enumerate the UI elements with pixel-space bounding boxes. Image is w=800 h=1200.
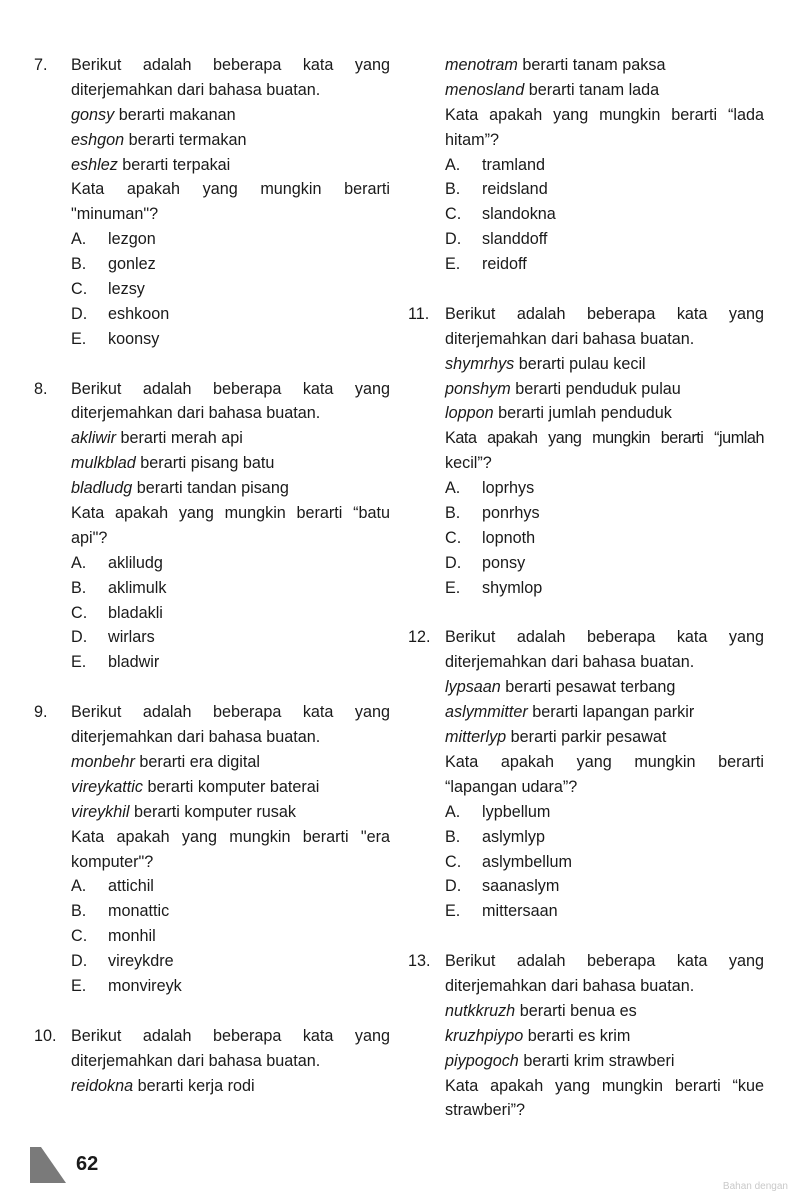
option-e[interactable]: E. reidoff [445, 255, 527, 274]
option-a[interactable]: A. lezgon [71, 230, 156, 249]
definition: kruzhpiypo berarti es krim [445, 1026, 631, 1045]
definition: monbehr berarti era digital [71, 752, 260, 771]
definition: menosland berarti tanam lada [445, 80, 660, 99]
option-b[interactable]: B. ponrhys [445, 504, 540, 523]
question-text: Kata apakah yang mungkin berarti [445, 752, 764, 771]
definition: eshgon berarti termakan [71, 130, 247, 149]
page-number: 62 [76, 1153, 99, 1175]
question-text: Kata apakah yang mungkin berarti “batu [71, 504, 390, 523]
question-text: "minuman"? [71, 205, 159, 224]
question-10: 10. Berikut adalah beberapa kata yang diterjemahkan dari bahasa buatan. reidokna berarti kerja rodi [34, 1024, 390, 1099]
option-c[interactable]: C. bladakli [71, 603, 163, 622]
option-c[interactable]: C. monhil [71, 927, 156, 946]
definition: reidokna berarti kerja rodi [71, 1076, 255, 1095]
definition: nutkkruzh berarti benua es [445, 1001, 637, 1020]
definition: lypsaan berarti pesawat terbang [445, 678, 676, 697]
watermark: Bahan dengan [722, 1181, 788, 1192]
option-b[interactable]: B. gonlez [71, 255, 156, 274]
definition: bladludg berarti tandan pisang [71, 479, 289, 498]
question-intro: 9. Berikut adalah beberapa kata yang [34, 700, 390, 725]
question-7: 7. Berikut adalah beberapa kata yang diterjemahkan dari bahasa buatan. gonsy berarti makanan eshgon berarti termakan eshlez berarti terpakai Kata apakah yang mungkin berarti "minuman"? A. lezgon B. gonlez C. lezsy D. eshkoon E. koonsy [34, 53, 390, 352]
question-text: kecil”? [445, 454, 492, 473]
definition: shymrhys berarti pulau kecil [445, 354, 646, 373]
option-c[interactable]: C. lopnoth [445, 528, 536, 547]
question-text: strawberi”? [445, 1101, 526, 1120]
definition: vireykattic berarti komputer baterai [71, 777, 320, 796]
option-c[interactable]: C. lezsy [71, 280, 145, 299]
option-a[interactable]: A. tramland [445, 155, 545, 174]
question-number: 9. [34, 703, 48, 722]
question-text: Kata apakah yang mungkin berarti "era [71, 827, 390, 846]
definition: eshlez berarti terpakai [71, 155, 231, 174]
option-c[interactable]: C. slandokna [445, 205, 556, 224]
option-d[interactable]: D. vireykdre [71, 952, 174, 971]
definition: akliwir berarti merah api [71, 429, 243, 448]
question-number: 13. [408, 952, 431, 971]
option-a[interactable]: A. attichil [71, 877, 154, 896]
question-text: “lapangan udara”? [445, 777, 578, 796]
option-a[interactable]: A. akliludg [71, 553, 163, 572]
option-e[interactable]: E. mittersaan [445, 902, 558, 921]
option-d[interactable]: D. saanaslym [445, 877, 560, 896]
question-intro: 13. Berikut adalah beberapa kata yang [408, 949, 764, 974]
option-e[interactable]: E. monvireyk [71, 976, 182, 995]
question-text: Kata apakah yang mungkin berarti [71, 180, 390, 199]
option-b[interactable]: B. reidsland [445, 180, 548, 199]
question-intro: 11. Berikut adalah beberapa kata yang [408, 302, 764, 327]
left-column [34, 53, 390, 1098]
definition: vireykhil berarti komputer rusak [71, 802, 296, 821]
option-d[interactable]: D. slanddoff [445, 230, 548, 249]
option-a[interactable]: A. loprhys [445, 479, 535, 498]
question-10-continued [408, 53, 764, 277]
question-8: 8. Berikut adalah beberapa kata yang diterjemahkan dari bahasa buatan. akliwir berarti merah api mulkblad berarti pisang batu bladludg berarti tandan pisang Kata apakah yang mungkin berarti “batu api"? A. akliludg B. aklimulk C. bladakli D. wirlars E. bladwir [34, 377, 390, 676]
definition: piypogoch berarti krim strawberi [445, 1051, 675, 1070]
option-b[interactable]: B. monattic [71, 902, 170, 921]
question-text: api"? [71, 528, 108, 547]
question-text: komputer"? [71, 852, 154, 871]
question-number: 10. [34, 1026, 57, 1045]
option-d[interactable]: D. wirlars [71, 628, 155, 647]
option-e[interactable]: E. bladwir [71, 653, 160, 672]
question-intro: 7. Berikut adalah beberapa kata yang [34, 53, 390, 78]
question-12: 12. Berikut adalah beberapa kata yang diterjemahkan dari bahasa buatan. lypsaan berarti pesawat terbang aslymmitter berarti lapangan parkir mitterlyp berarti parkir pesawat Kata apakah yang mungkin berarti “lapangan udara”? A. lypbellum B. aslymlyp C. aslymbellum D. saanaslym E. mittersaan [408, 625, 764, 924]
question-13: 13. Berikut adalah beberapa kata yang diterjemahkan dari bahasa buatan. nutkkruzh berarti benua es kruzhpiypo berarti es krim piypogoch berarti krim strawberi Kata apakah yang mungkin berarti “kue strawberi”? [408, 949, 764, 1123]
question-intro: 10. Berikut adalah beberapa kata yang [34, 1024, 390, 1049]
option-b[interactable]: B. aslymlyp [445, 827, 545, 846]
definition: mulkblad berarti pisang batu [71, 454, 275, 473]
question-number: 8. [34, 379, 48, 398]
option-b[interactable]: B. aklimulk [71, 578, 167, 597]
question-text: Kata apakah yang mungkin berarti “lada [445, 105, 764, 124]
definition: mitterlyp berarti parkir pesawat [445, 728, 667, 747]
option-e[interactable]: E. shymlop [445, 578, 543, 597]
question-9: 9. Berikut adalah beberapa kata yang diterjemahkan dari bahasa buatan. monbehr berarti era digital vireykattic berarti komputer baterai vireykhil berarti komputer rusak Kata apakah yang mungkin berarti "era komputer"? A. attichil B. monattic C. monhil D. vireykdre E. monvireyk [34, 700, 390, 999]
definition: ponshym berarti penduduk pulau [445, 379, 681, 398]
option-a[interactable]: A. lypbellum [445, 802, 551, 821]
option-c[interactable]: C. aslymbellum [445, 852, 572, 871]
question-text: hitam”? [445, 130, 499, 149]
question-intro: 8. Berikut adalah beberapa kata yang [34, 377, 390, 402]
option-d[interactable]: D. eshkoon [71, 304, 170, 323]
question-intro: 12. Berikut adalah beberapa kata yang [408, 625, 764, 650]
page-corner-icon [30, 1147, 66, 1183]
option-d[interactable]: D. ponsy [445, 553, 526, 572]
right-column [408, 53, 764, 1123]
question-number: 11. [408, 304, 430, 323]
question-text: Kata apakah yang mungkin berarti “kue [445, 1076, 764, 1095]
question-number: 7. [34, 56, 48, 74]
question-text: Kata apakah yang mungkin berarti “jumlah [445, 429, 764, 448]
question-11: 11. Berikut adalah beberapa kata yang diterjemahkan dari bahasa buatan. shymrhys berarti pulau kecil ponshym berarti penduduk pulau loppon berarti jumlah penduduk Kata apakah yang mungkin berarti “jumlah kecil”? A. loprhys B. ponrhys C. lopnoth D. ponsy E. shymlop [408, 302, 764, 601]
option-e[interactable]: E. koonsy [71, 329, 160, 348]
definition: aslymmitter berarti lapangan parkir [445, 703, 695, 722]
definition: gonsy berarti makanan [71, 105, 236, 124]
question-number: 12. [408, 628, 431, 647]
definition: loppon berarti jumlah penduduk [445, 404, 672, 423]
definition: menotram berarti tanam paksa [445, 56, 666, 74]
